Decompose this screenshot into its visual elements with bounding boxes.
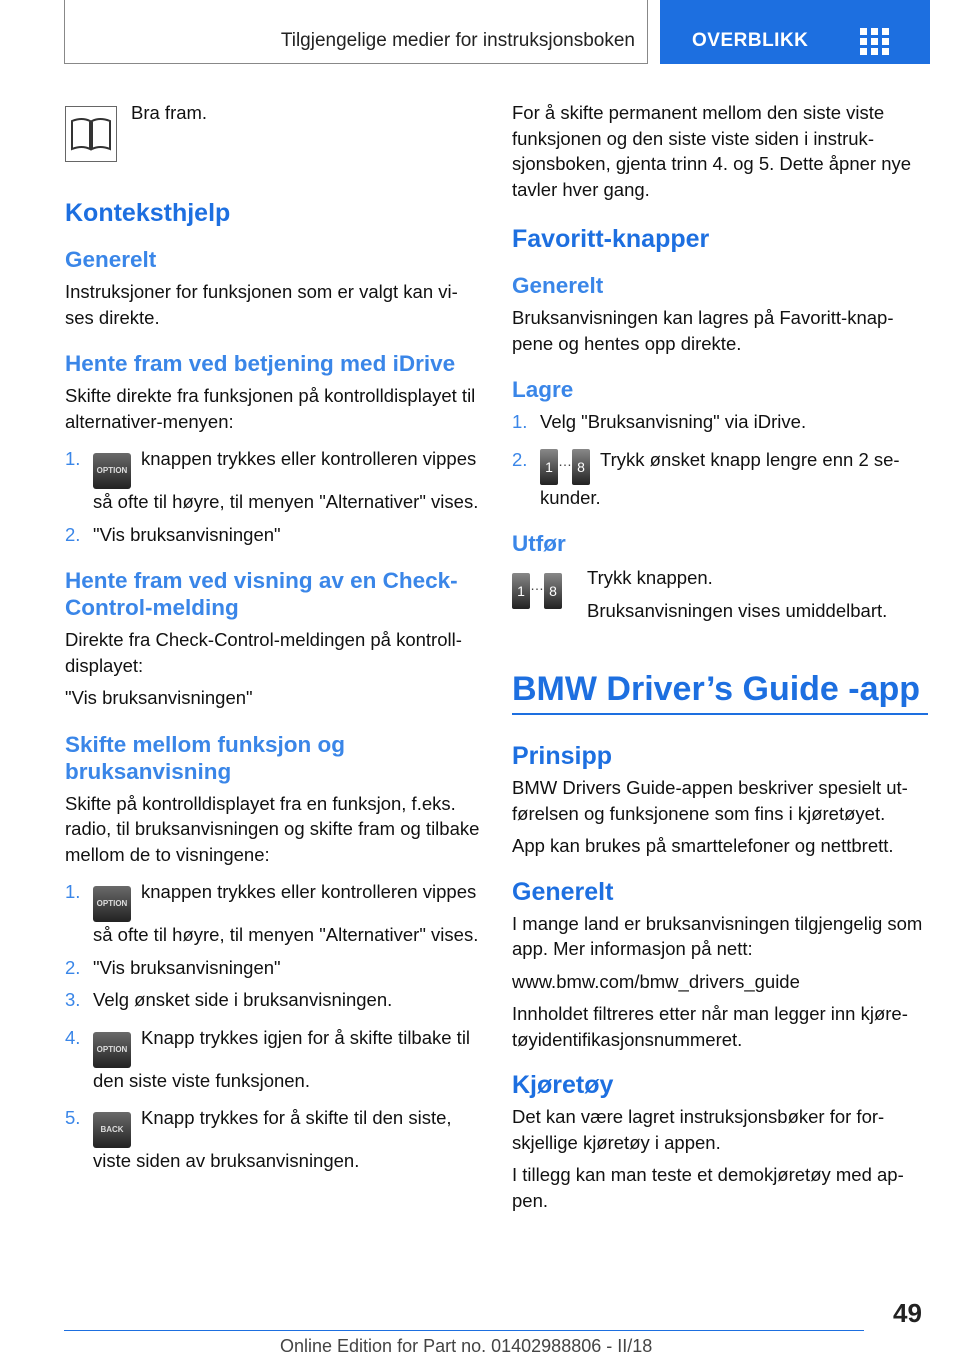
option-button-icon: OPTION — [93, 1032, 131, 1068]
intro-row — [65, 100, 480, 164]
list-item: 3. Velg ønsket side i bruksanvisningen. — [65, 989, 393, 1010]
list-item: 1. OPTIONknappen trykkes eller kontrolleren vippes så ofte til høyre, til menyen "Alternativer" vises. — [65, 881, 479, 945]
heading-prinsipp: Prinsipp — [512, 742, 613, 770]
list-item: 5. BACKKnapp trykkes for å skifte til den siste, viste siden av bruksanvisningen. — [65, 1107, 452, 1171]
list-item: 1. OPTIONknappen trykkes eller kontrolleren vippes så ofte til høyre, til menyen "Alternativer" vises. — [65, 448, 479, 512]
paragraph: Trykk knappen. — [587, 567, 713, 588]
list-item: 1. Velg "Bruksanvisning" via iDrive. — [512, 411, 807, 432]
intro-text: Bra fram. — [131, 102, 208, 123]
option-button-icon: OPTION — [93, 453, 131, 489]
paragraph: Skifte på kontrolldisplayet fra en funksjon, f.eks. radio, til bruksanvisningen og skifte fram og tilbake mellom de to visningene: — [65, 792, 480, 865]
overview-label: OVERBLIKK — [692, 30, 809, 51]
list-item: 4. OPTIONKnapp trykkes igjen for å skifte tilbake til den siste viste funksjonen. — [65, 1026, 471, 1091]
paragraph: Bruksanvisningen vises umiddelbart. — [587, 599, 888, 621]
paragraph: BMW Drivers Guide-appen beskriver spesielt utførelsen og funksjonene som fins i kjøretøyet. — [512, 777, 908, 824]
paragraph: Skifte direkte fra funksjonen på kontrolldisplayet til alternativer-menyen: — [65, 385, 476, 432]
left-column — [65, 100, 480, 1181]
footer-divider — [64, 1330, 864, 1331]
paragraph: Det kan være lagret instruksjonsbøker for forskjellige kjøretøy i appen. — [512, 1106, 885, 1153]
paragraph: Innholdet filtreres etter når man legger inn kjøretøyidentifikasjonsnummeret. — [512, 1003, 908, 1050]
favorite-keys-icon: 1 … 8 — [512, 571, 562, 609]
heading-lagre: Lagre — [512, 377, 574, 402]
page-header — [64, 0, 930, 64]
heading-favoritt: Favoritt-knapper — [512, 225, 710, 253]
book-icon — [65, 106, 117, 162]
heading-drivers-guide: BMW Driver’s Guide -app — [512, 669, 928, 715]
heading-generelt: Generelt — [65, 247, 157, 272]
list-item: 2. "Vis bruksanvisningen" — [65, 523, 281, 545]
utfor-row — [512, 565, 928, 623]
paragraph: Instruksjoner for funksjonen som er valgt kan vises direkte. — [65, 281, 458, 328]
option-button-icon: OPTION — [93, 886, 131, 922]
heading-utfor: Utfør — [512, 531, 566, 556]
right-column — [512, 100, 928, 1220]
paragraph: App kan brukes på smarttelefoner og nettbrett. — [512, 835, 894, 856]
paragraph: I tillegg kan man teste et demokjøretøy med appen. — [512, 1164, 904, 1211]
favorite-key-1-icon: 1 — [540, 449, 558, 485]
heading-skifte: Skifte mellom funksjon og bruksanvisning — [65, 731, 346, 784]
url-text: www.bmw.com/bmw_drivers_guide — [512, 970, 800, 992]
back-button-icon: BACK — [93, 1112, 131, 1148]
page-number: 49 — [893, 1298, 922, 1328]
paragraph: Direkte fra Check-Control-meldingen på kontrolldisplayet: — [65, 629, 462, 676]
heading-idrive: Hente fram ved betjening med iDrive — [65, 351, 456, 376]
heading-generelt: Generelt — [512, 273, 604, 298]
heading-konteksthjelp: Konteksthjelp — [65, 199, 231, 227]
favorite-key-8-icon: 8 — [572, 449, 590, 485]
list-item: 2. 1 … 8 Trykk ønsket knapp lengre enn 2 sekunder. — [512, 448, 900, 508]
paragraph: For å skifte permanent mellom den siste viste funksjonen og den siste viste siden i instruksjonsboken, gjenta trinn 4. og 5. Dette åpner nye tavler hver gang. — [512, 102, 912, 200]
heading-kjoretoy: Kjøretøy — [512, 1071, 614, 1099]
overview-button[interactable] — [660, 0, 930, 64]
paragraph: Bruksanvisningen kan lagres på Favoritt-knappene og hentes opp direkte. — [512, 307, 894, 354]
header-title: Tilgjengelige medier for instruksjonsboken — [280, 30, 635, 51]
list-item: 2. "Vis bruksanvisningen" — [65, 956, 281, 978]
edition-text: Online Edition for Part no. 01402988806 - II/18 — [280, 1336, 653, 1356]
heading-check-control: Hente fram ved visning av en Check-Control-melding — [65, 568, 458, 620]
paragraph: I mange land er bruksanvisningen tilgjengelig som app. Mer informasjon på nett: — [512, 912, 923, 959]
header-title-box — [64, 0, 648, 64]
grid-icon — [860, 28, 890, 54]
paragraph: "Vis bruksanvisningen" — [65, 687, 253, 708]
heading-generelt-2: Generelt — [512, 877, 614, 906]
